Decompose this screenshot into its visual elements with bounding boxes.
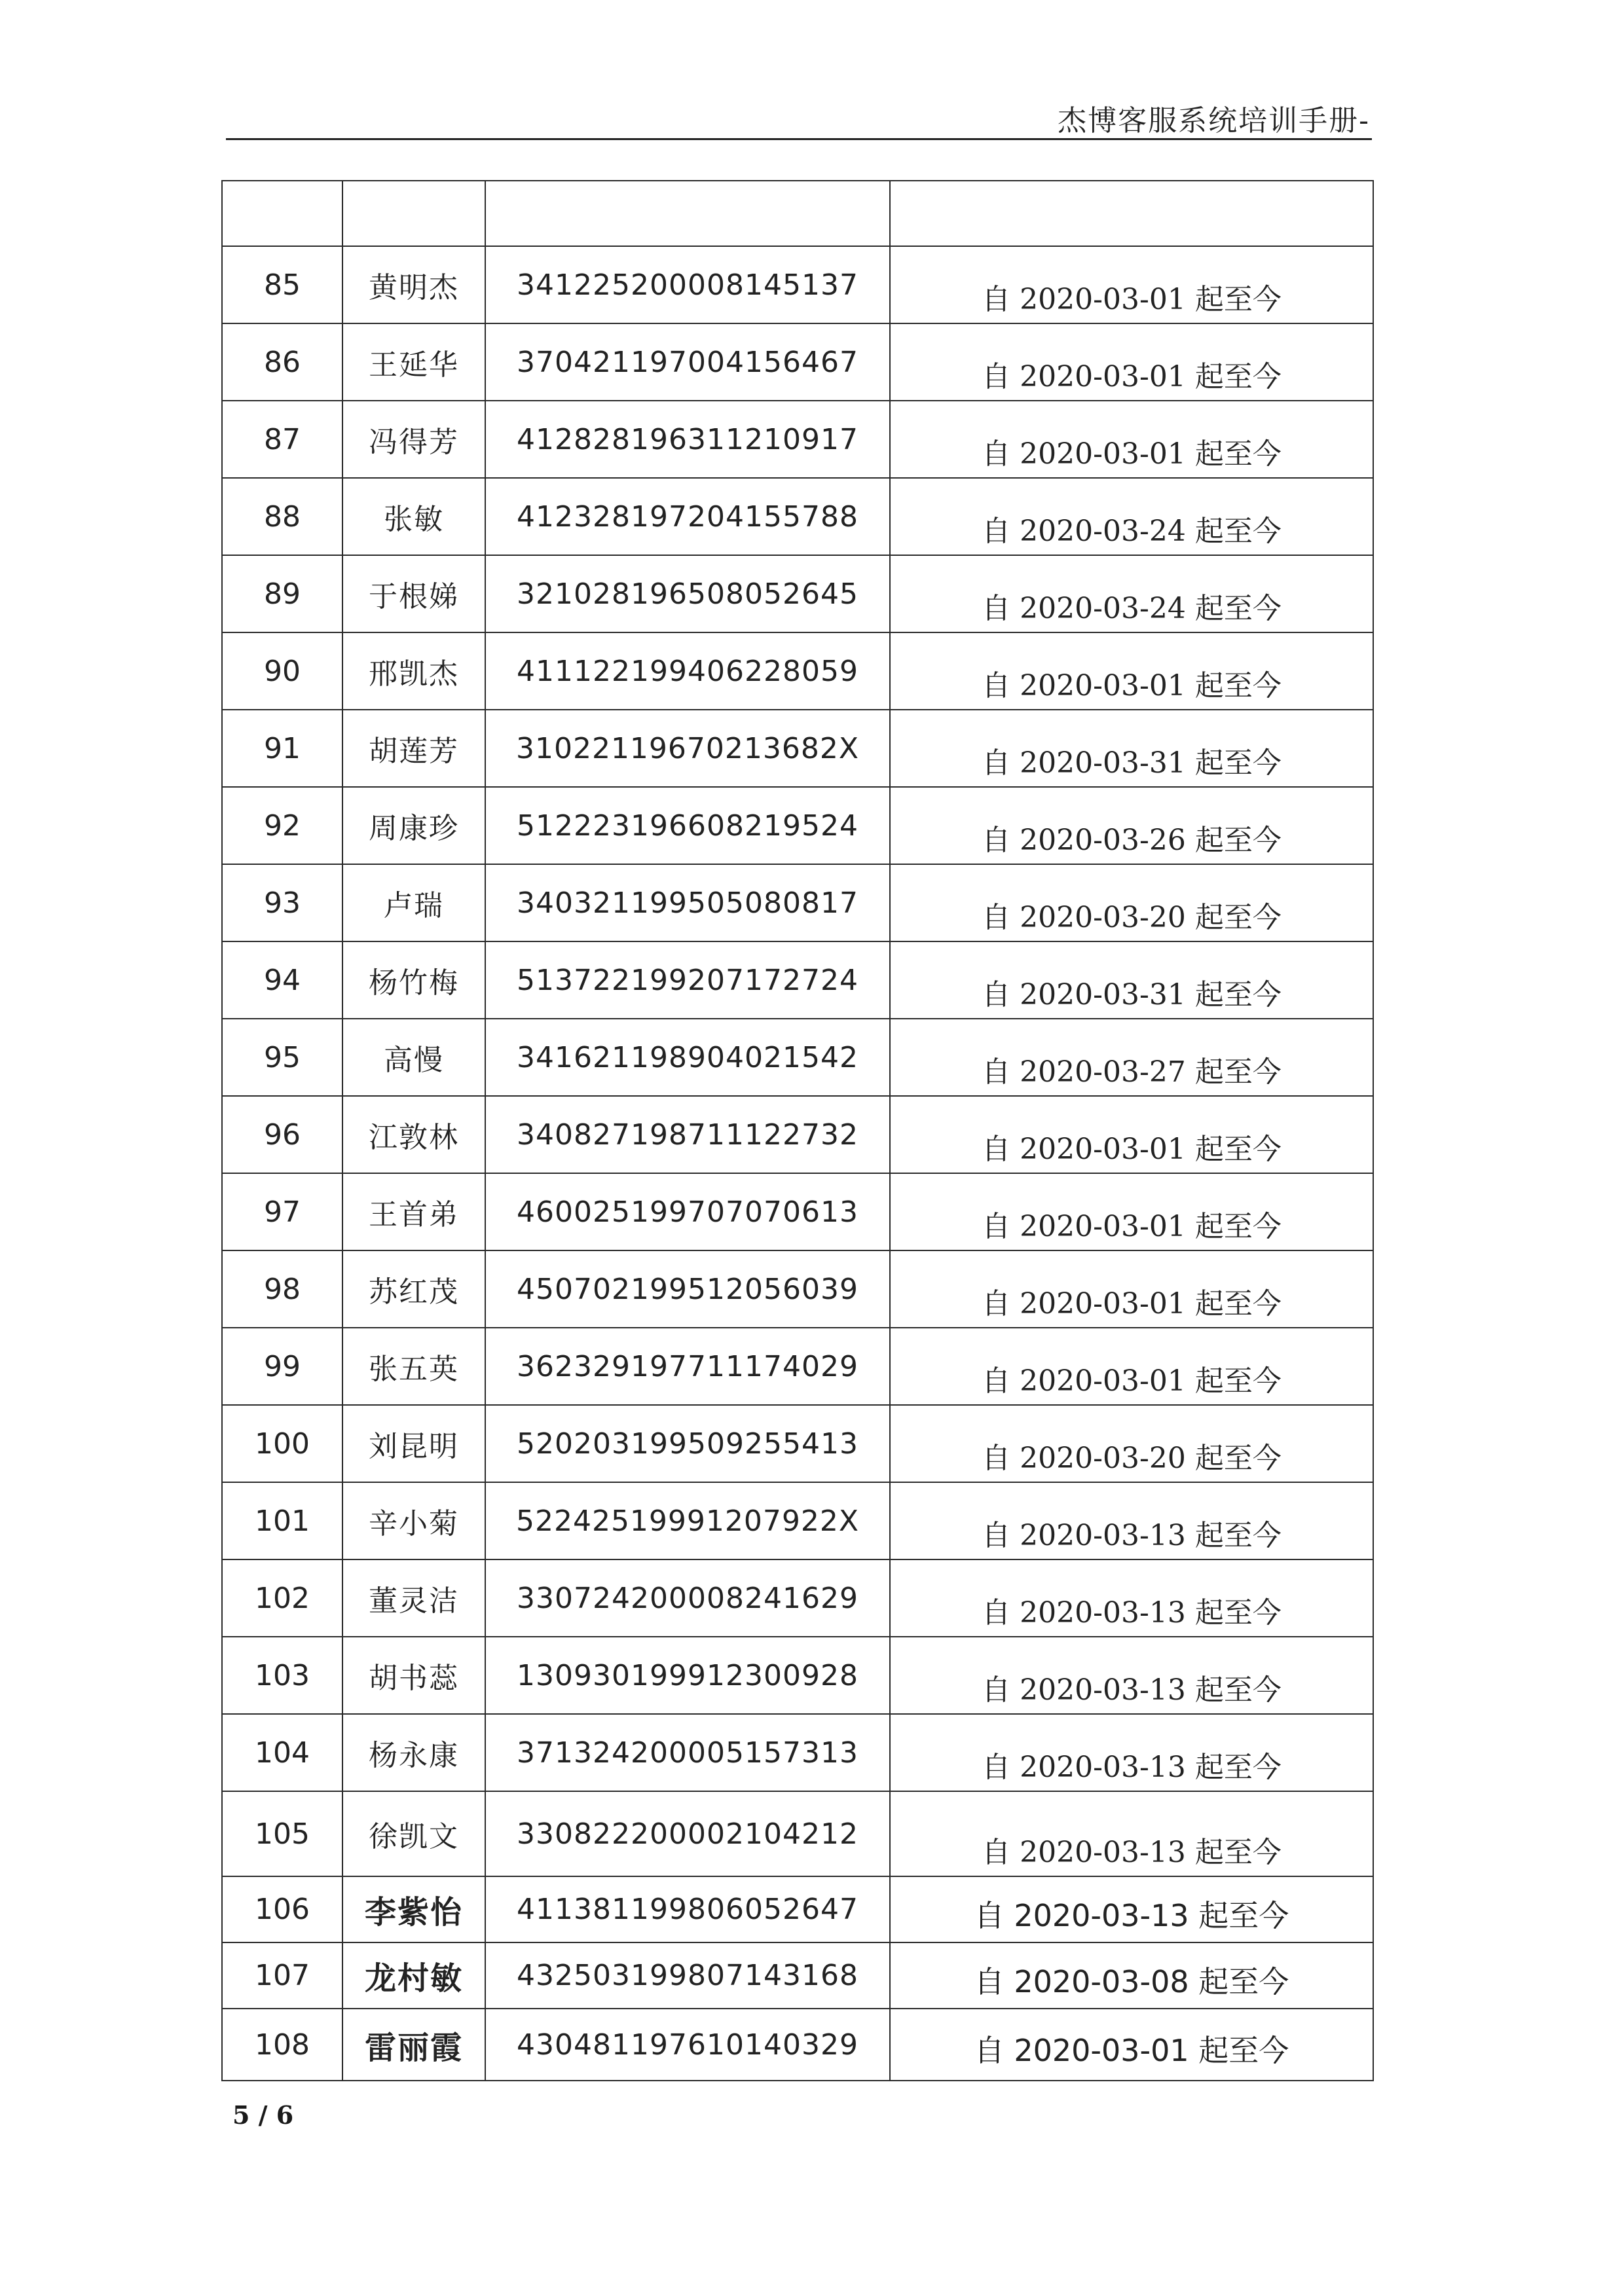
table-row	[222, 1791, 1373, 1876]
row-number: 106	[222, 1876, 342, 1942]
staff-name: 张敏	[342, 478, 485, 555]
table-row	[222, 1876, 1373, 1942]
row-number: 94	[222, 941, 342, 1019]
page-number: 5 / 6	[232, 2100, 294, 2130]
employment-period: 自 2020-03-24 起至今	[890, 478, 1373, 555]
employment-period: 自 2020-03-01 起至今	[890, 1173, 1373, 1250]
id-number: 340321199505080817	[485, 864, 890, 941]
table-row	[222, 787, 1373, 864]
employment-period: 自 2020-03-20 起至今	[890, 864, 1373, 941]
blank-cell	[890, 181, 1373, 246]
staff-name: 王首弟	[342, 1173, 485, 1250]
staff-name: 苏红茂	[342, 1250, 485, 1328]
staff-name: 冯得芳	[342, 401, 485, 478]
employment-period: 自 2020-03-01 起至今	[890, 1328, 1373, 1405]
staff-name: 高慢	[342, 1019, 485, 1096]
table-row	[222, 941, 1373, 1019]
staff-name: 李紫怡	[342, 1876, 485, 1942]
employment-period: 自 2020-03-20 起至今	[890, 1405, 1373, 1482]
staff-name: 胡书蕊	[342, 1637, 485, 1714]
table-row	[222, 710, 1373, 787]
row-number: 92	[222, 787, 342, 864]
id-number: 432503199807143168	[485, 1942, 890, 2009]
staff-roster-table	[221, 180, 1374, 2081]
id-number: 430481197610140329	[485, 2009, 890, 2081]
table-row	[222, 1019, 1373, 1096]
row-number: 96	[222, 1096, 342, 1173]
table-header-row-blank	[222, 181, 1373, 246]
row-number: 88	[222, 478, 342, 555]
row-number: 93	[222, 864, 342, 941]
employment-period: 自 2020-03-01 起至今	[890, 401, 1373, 478]
employment-period: 自 2020-03-13 起至今	[890, 1876, 1373, 1942]
staff-name: 邢凯杰	[342, 632, 485, 710]
id-number: 512223196608219524	[485, 787, 890, 864]
staff-name: 辛小菊	[342, 1482, 485, 1559]
id-number: 520203199509255413	[485, 1405, 890, 1482]
table-row	[222, 632, 1373, 710]
row-number: 98	[222, 1250, 342, 1328]
id-number: 321028196508052645	[485, 555, 890, 632]
staff-name: 徐凯文	[342, 1791, 485, 1876]
row-number: 100	[222, 1405, 342, 1482]
staff-name: 卢瑞	[342, 864, 485, 941]
table-row	[222, 478, 1373, 555]
table-row	[222, 1328, 1373, 1405]
row-number: 89	[222, 555, 342, 632]
id-number: 362329197711174029	[485, 1328, 890, 1405]
table-row	[222, 1405, 1373, 1482]
row-number: 87	[222, 401, 342, 478]
row-number: 102	[222, 1559, 342, 1637]
id-number: 330724200008241629	[485, 1559, 890, 1637]
row-number: 97	[222, 1173, 342, 1250]
staff-name: 董灵洁	[342, 1559, 485, 1637]
header-rule	[226, 138, 1372, 140]
row-number: 86	[222, 323, 342, 401]
employment-period: 自 2020-03-01 起至今	[890, 1250, 1373, 1328]
id-number: 31022119670213682X	[485, 710, 890, 787]
employment-period: 自 2020-03-27 起至今	[890, 1019, 1373, 1096]
employment-period: 自 2020-03-13 起至今	[890, 1791, 1373, 1876]
row-number: 105	[222, 1791, 342, 1876]
document-header-title: 杰博客服系统培训手册-	[1058, 104, 1370, 137]
table-row	[222, 1096, 1373, 1173]
table-row	[222, 1714, 1373, 1791]
employment-period: 自 2020-03-24 起至今	[890, 555, 1373, 632]
row-number: 108	[222, 2009, 342, 2081]
staff-name: 杨竹梅	[342, 941, 485, 1019]
table-row	[222, 555, 1373, 632]
staff-name: 周康珍	[342, 787, 485, 864]
table-row	[222, 246, 1373, 323]
id-number: 412328197204155788	[485, 478, 890, 555]
id-number: 513722199207172724	[485, 941, 890, 1019]
staff-name: 张五英	[342, 1328, 485, 1405]
employment-period: 自 2020-03-26 起至今	[890, 787, 1373, 864]
id-number: 340827198711122732	[485, 1096, 890, 1173]
employment-period: 自 2020-03-31 起至今	[890, 941, 1373, 1019]
staff-name: 刘昆明	[342, 1405, 485, 1482]
blank-cell	[485, 181, 890, 246]
staff-name: 黄明杰	[342, 246, 485, 323]
id-number: 460025199707070613	[485, 1173, 890, 1250]
staff-name: 雷丽霞	[342, 2009, 485, 2081]
id-number: 411381199806052647	[485, 1876, 890, 1942]
id-number: 371324200005157313	[485, 1714, 890, 1791]
employment-period: 自 2020-03-13 起至今	[890, 1559, 1373, 1637]
id-number: 52242519991207922X	[485, 1482, 890, 1559]
id-number: 341225200008145137	[485, 246, 890, 323]
employment-period: 自 2020-03-13 起至今	[890, 1714, 1373, 1791]
id-number: 341621198904021542	[485, 1019, 890, 1096]
table-row	[222, 1559, 1373, 1637]
table-row	[222, 1637, 1373, 1714]
table-row	[222, 2009, 1373, 2081]
employment-period: 自 2020-03-01 起至今	[890, 1096, 1373, 1173]
id-number: 370421197004156467	[485, 323, 890, 401]
employment-period: 自 2020-03-01 起至今	[890, 632, 1373, 710]
row-number: 107	[222, 1942, 342, 2009]
table-row	[222, 1173, 1373, 1250]
staff-name: 江敦林	[342, 1096, 485, 1173]
row-number: 103	[222, 1637, 342, 1714]
row-number: 101	[222, 1482, 342, 1559]
id-number: 412828196311210917	[485, 401, 890, 478]
employment-period: 自 2020-03-01 起至今	[890, 2009, 1373, 2081]
row-number: 91	[222, 710, 342, 787]
id-number: 411122199406228059	[485, 632, 890, 710]
table-row	[222, 323, 1373, 401]
id-number: 130930199912300928	[485, 1637, 890, 1714]
row-number: 104	[222, 1714, 342, 1791]
employment-period: 自 2020-03-08 起至今	[890, 1942, 1373, 2009]
blank-cell	[222, 181, 342, 246]
staff-name: 龙村敏	[342, 1942, 485, 2009]
row-number: 85	[222, 246, 342, 323]
employment-period: 自 2020-03-31 起至今	[890, 710, 1373, 787]
staff-name: 杨永康	[342, 1714, 485, 1791]
row-number: 90	[222, 632, 342, 710]
employment-period: 自 2020-03-01 起至今	[890, 323, 1373, 401]
table-row	[222, 1942, 1373, 2009]
row-number: 99	[222, 1328, 342, 1405]
table-row	[222, 864, 1373, 941]
table-row	[222, 401, 1373, 478]
employment-period: 自 2020-03-01 起至今	[890, 246, 1373, 323]
table-row	[222, 1482, 1373, 1559]
staff-name: 王延华	[342, 323, 485, 401]
id-number: 450702199512056039	[485, 1250, 890, 1328]
staff-name: 胡莲芳	[342, 710, 485, 787]
table-row	[222, 1250, 1373, 1328]
id-number: 330822200002104212	[485, 1791, 890, 1876]
row-number: 95	[222, 1019, 342, 1096]
employment-period: 自 2020-03-13 起至今	[890, 1637, 1373, 1714]
blank-cell	[342, 181, 485, 246]
staff-name: 于根娣	[342, 555, 485, 632]
employment-period: 自 2020-03-13 起至今	[890, 1482, 1373, 1559]
